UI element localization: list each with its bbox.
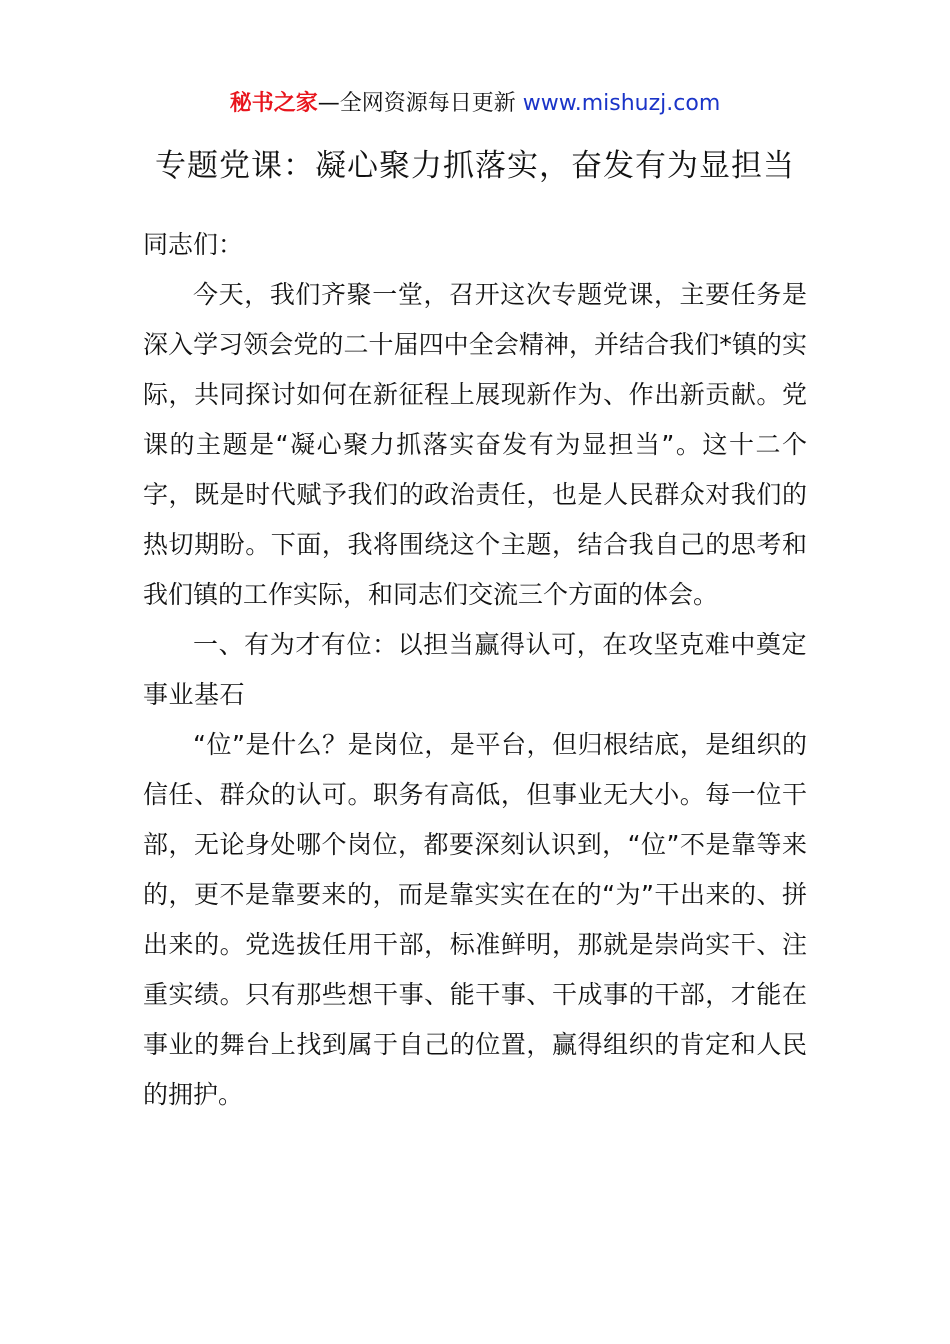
paragraph-intro: 今天，我们齐聚一堂，召开这次专题党课，主要任务是深入学习领会党的二十届四中全会精神，并结合我们*镇的实际，共同探讨如何在新征程上展现新作为、作出新贡献。党课的主题是“凝心聚力抓落实奋发有为显担当”。这十二个字，既是时代赋予我们的政治责任，也是人民群众对我们的热切期盼。下面，我将围绕这个主题，结合我自己的思考和我们镇的工作实际，和同志们交流三个方面的体会。 xyxy=(143,280,807,609)
site-banner xyxy=(0,88,950,120)
salutation: 同志们： xyxy=(143,230,244,259)
site-url-link[interactable]: www.mishuzj.com xyxy=(522,91,721,116)
document-body xyxy=(143,220,807,1120)
document-title: 专题党课：凝心聚力抓落实，奋发有为显担当 xyxy=(155,148,795,184)
section-heading-1: 一、有为才有位：以担当赢得认可，在攻坚克难中奠定事业基石 xyxy=(143,630,807,709)
paragraph-section-1: “位”是什么？是岗位，是平台，但归根结底，是组织的信任、群众的认可。职务有高低，但事业无大小。每一位干部，无论身处哪个岗位，都要深刻认识到，“位”不是靠等来的，更不是靠要来的，而是靠实实在在的“为”干出来的、拼出来的。党选拔任用干部，标准鲜明，那就是崇尚实干、注重实绩。只有那些想干事、能干事、干成事的干部，才能在事业的舞台上找到属于自己的位置，赢得组织的肯定和人民的拥护。 xyxy=(143,730,807,1109)
brand-name: 秘书之家 xyxy=(229,91,318,116)
banner-tagline: —全网资源每日更新 xyxy=(317,91,523,116)
